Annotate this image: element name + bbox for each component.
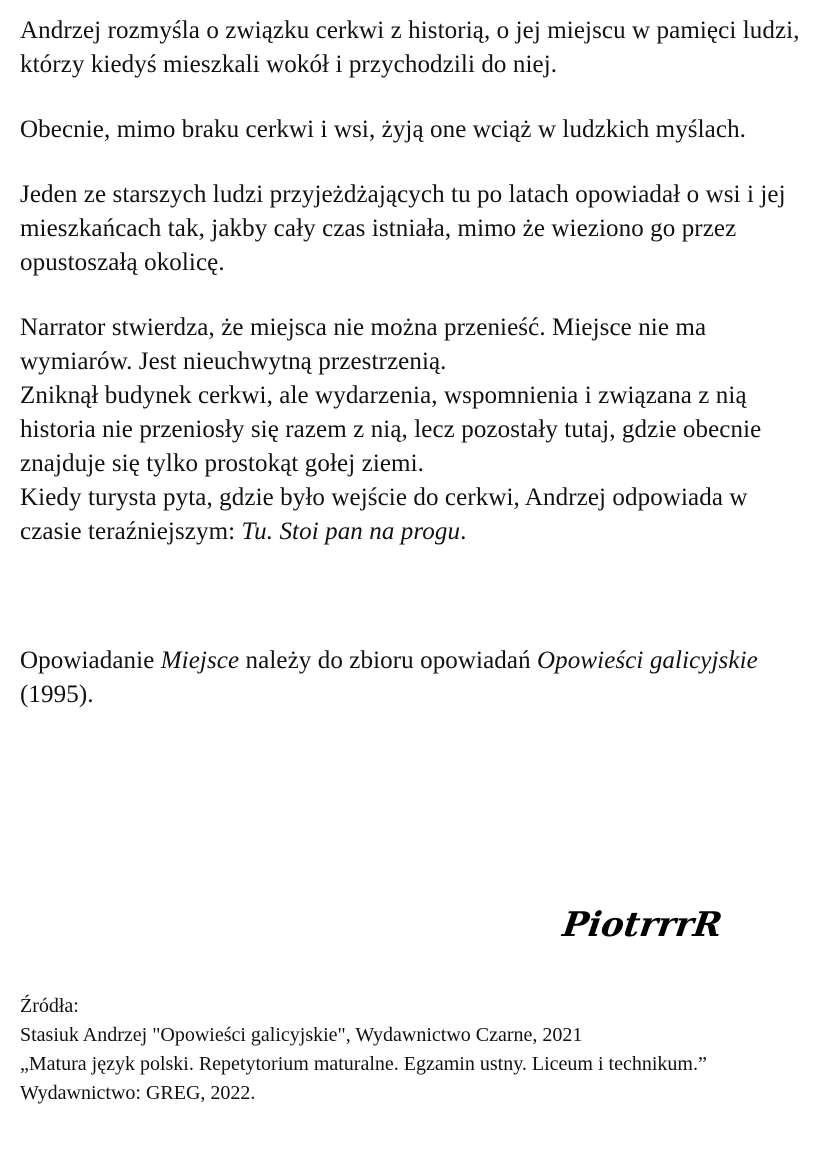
paragraph-1: Andrzej rozmyśla o związku cerkwi z historią, o jej miejscu w pamięci ludzi, którzy kiedyś mieszkali wokół i przychodzili do niej. xyxy=(20,17,800,78)
paragraph-4-tourist xyxy=(20,481,810,549)
quote-italic: Tu. Stoi pan na progu xyxy=(241,518,461,545)
sources-heading: Źródła: xyxy=(20,995,79,1017)
sources-section xyxy=(20,992,810,1108)
paragraph-2: Obecnie, mimo braku cerkwi i wsi, żyją one wciąż w ludzkich myślach. xyxy=(20,116,747,143)
paragraph-3: Jeden ze starszych ludzi przyjeżdżających tu po latach opowiadał o wsi i jej mieszkańcach tak, jakby cały czas istniała, mimo że wieziono go przez opustoszałą okolicę. xyxy=(20,181,786,276)
paragraph-gap xyxy=(20,147,810,178)
tourist-suffix: . xyxy=(460,518,467,545)
tourist-text: Kiedy turysta pyta, gdzie było wejście do cerkwi, Andrzej odpowiada w czasie teraźniejszym: xyxy=(20,484,748,545)
source-item: Stasiuk Andrzej "Opowieści galicyjskie", Wydawnictwo Czarne, 2021 xyxy=(20,1024,583,1046)
paragraph-4-church: Zniknął budynek cerkwi, ale wydarzenia, wspomnienia i związana z nią historia nie przeniosły się razem z nią, lecz pozostały tutaj, gdzie obecnie znajduje się tylko prostokąt gołej ziemi. xyxy=(20,382,762,477)
paragraph-gap xyxy=(20,82,810,113)
collection-middle: należy do zbioru opowiadań xyxy=(239,647,538,674)
paragraph-gap xyxy=(20,280,810,311)
paragraph-5-collection xyxy=(20,644,810,712)
collection-prefix: Opowiadanie xyxy=(20,647,161,674)
collection-title: Opowieści galicyjskie xyxy=(537,647,758,674)
story-title: Miejsce xyxy=(160,647,240,674)
document-body xyxy=(20,14,810,712)
source-item: „Matura język polski. Repetytorium maturalne. Egzamin ustny. Liceum i technikum.” Wydawnictwo: GREG, 2022. xyxy=(20,1053,707,1104)
collection-year: (1995). xyxy=(20,681,94,708)
author-signature: PiotrrrR xyxy=(560,905,725,945)
section-gap xyxy=(20,549,810,644)
paragraph-4-narrator: Narrator stwierdza, że miejsca nie można przenieść. Miejsce nie ma wymiarów. Jest nieuchwytną przestrzenią. xyxy=(20,314,707,375)
